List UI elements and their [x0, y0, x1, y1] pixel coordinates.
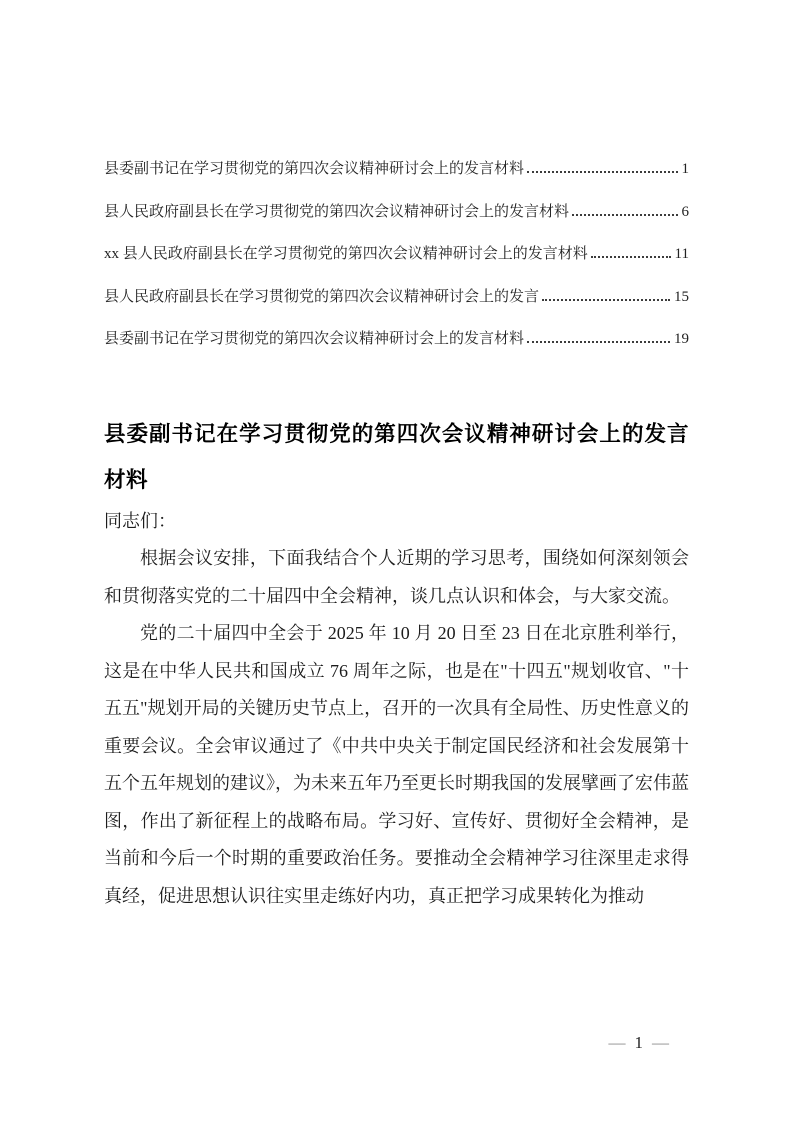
- toc-dot-leader: [572, 214, 677, 216]
- toc-page-number: 1: [681, 161, 689, 177]
- toc-entry-title: 县人民政府副县长在学习贯彻党的第四次会议精神研讨会上的发言材料: [104, 203, 570, 220]
- toc-entry-2[interactable]: [104, 191, 689, 234]
- footer-dash-right: —: [652, 1033, 669, 1052]
- article-body: [104, 503, 689, 916]
- salutation: 同志们：: [104, 510, 176, 531]
- article-title: 县委副书记在学习贯彻党的第四次会议精神研讨会上的发言材料: [104, 421, 689, 492]
- toc-dot-leader: [591, 256, 671, 258]
- toc-entry-1[interactable]: [104, 148, 689, 191]
- toc-entry-title: xx 县人民政府副县长在学习贯彻党的第四次会议精神研讨会上的发言材料: [104, 246, 588, 262]
- table-of-contents: [104, 0, 689, 361]
- toc-entry-3[interactable]: [104, 233, 689, 276]
- toc-entry-4[interactable]: [104, 276, 689, 319]
- toc-dot-leader: [527, 171, 677, 173]
- toc-entry-title: 县委副书记在学习贯彻党的第四次会议精神研讨会上的发言材料: [104, 331, 525, 347]
- toc-page-number: 19: [674, 331, 689, 347]
- toc-page-number: 11: [674, 246, 689, 262]
- toc-entry-title: 县委副书记在学习贯彻党的第四次会议精神研讨会上的发言材料: [104, 161, 525, 177]
- toc-page-number: 6: [681, 203, 689, 220]
- toc-page-number: 15: [674, 288, 689, 305]
- toc-entry-title: 县人民政府副县长在学习贯彻党的第四次会议精神研讨会上的发言: [104, 288, 540, 305]
- page-footer: [609, 1033, 670, 1053]
- body-paragraph: 党的二十届四中全会于 2025 年 10 月 20 日至 23 日在北京胜利举行，这是在中华人民共和国成立 76 周年之际，也是在"十四五"规划收官、"十五五"规划开局的关键历史节点上，召开的一次具有全局性、历史性意义的重要会议。全会审议通过了《中共中央关于制定国民经济和社会发展第十五个五年规划的建议》，为未来五年乃至更长时期我国的发展擘画了宏伟蓝图，作出了新征程上的战略布局。学习好、宣传好、贯彻好全会精神，是当前和今后一个时期的重要政治任务。要推动全会精神学习往深里走求得真经，促进思想认识往实里走练好内功，真正把学习成果转化为推动: [104, 623, 689, 906]
- body-paragraph: 根据会议安排，下面我结合个人近期的学习思考，围绕如何深刻领会和贯彻落实党的二十届四中全会精神，谈几点认识和体会，与大家交流。: [104, 548, 689, 606]
- toc-dot-leader: [542, 299, 670, 301]
- footer-page-number: 1: [634, 1033, 643, 1052]
- toc-dot-leader: [527, 341, 670, 343]
- footer-dash-left: —: [608, 1033, 626, 1052]
- toc-entry-5[interactable]: [104, 318, 689, 361]
